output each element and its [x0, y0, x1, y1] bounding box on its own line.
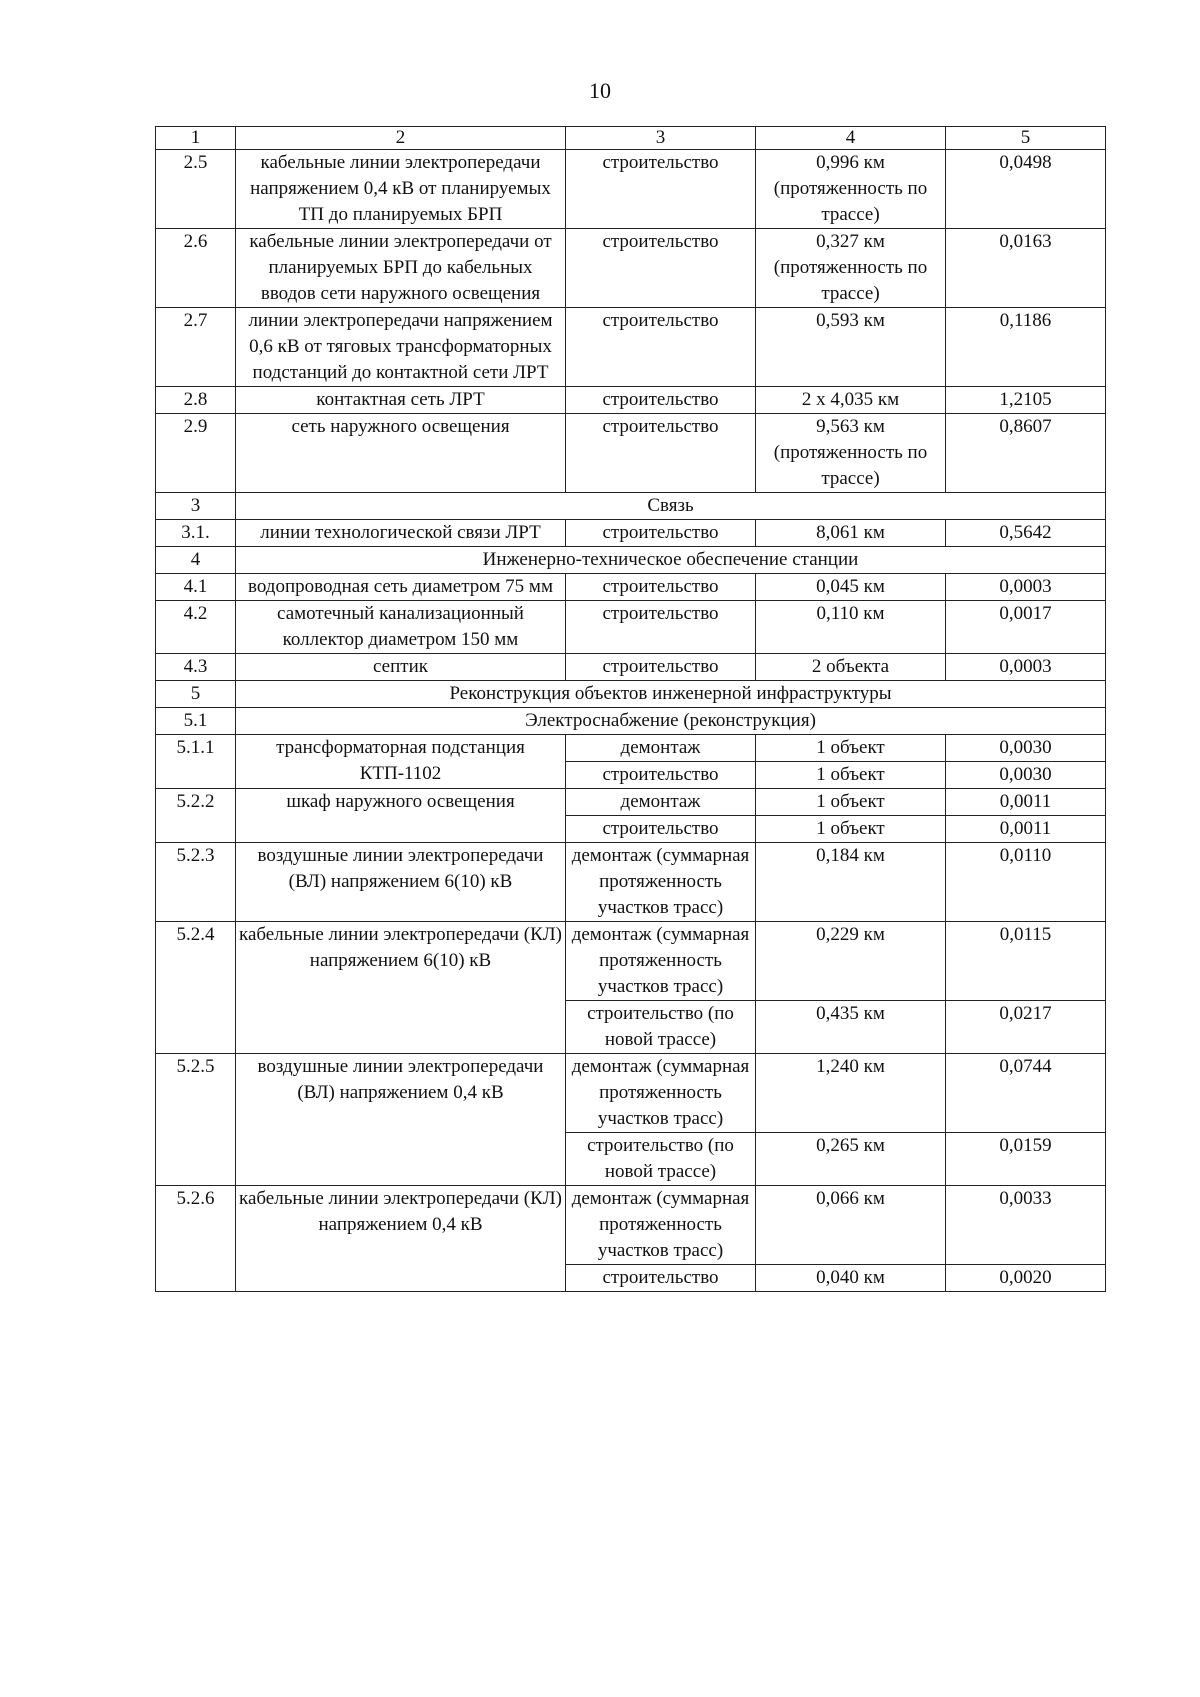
work-type: строительство — [566, 308, 756, 387]
quantity: 9,563 км (протяженность по трассе) — [756, 414, 946, 493]
quantity: 1,240 км — [756, 1054, 946, 1133]
object-name: кабельные линии электропередачи (КЛ) напряжением 6(10) кВ — [236, 922, 566, 1054]
value: 0,0020 — [946, 1265, 1106, 1292]
work-type: строительство — [566, 762, 756, 789]
table-row — [156, 574, 1106, 601]
row-number: 2.9 — [156, 414, 236, 493]
value: 0,0498 — [946, 150, 1106, 229]
object-name: контактная сеть ЛРТ — [236, 387, 566, 414]
row-number: 5.2.4 — [156, 922, 236, 1054]
work-type: демонтаж — [566, 789, 756, 816]
object-name: трансформаторная подстанция КТП-1102 — [236, 735, 566, 789]
quantity: 0,066 км — [756, 1186, 946, 1265]
work-type: демонтаж (суммарная протяженность участков трасс) — [566, 1186, 756, 1265]
table-row — [156, 308, 1106, 387]
header-cell: 1 — [156, 127, 236, 150]
value: 0,0011 — [946, 816, 1106, 843]
quantity: 0,184 км — [756, 843, 946, 922]
row-number: 2.5 — [156, 150, 236, 229]
table-row — [156, 520, 1106, 547]
section-row — [156, 493, 1106, 520]
work-type: строительство — [566, 229, 756, 308]
quantity: 1 объект — [756, 762, 946, 789]
row-number: 2.7 — [156, 308, 236, 387]
work-type: строительство (по новой трассе) — [566, 1001, 756, 1054]
table-row — [156, 654, 1106, 681]
work-type: демонтаж — [566, 735, 756, 762]
header-cell: 3 — [566, 127, 756, 150]
row-number: 5.1.1 — [156, 735, 236, 789]
work-type: демонтаж (суммарная протяженность участков трасс) — [566, 922, 756, 1001]
value: 0,5642 — [946, 520, 1106, 547]
section-row — [156, 547, 1106, 574]
object-name: кабельные линии электропередачи (КЛ) напряжением 0,4 кВ — [236, 1186, 566, 1292]
object-name: кабельные линии электропередачи от планируемых БРП до кабельных вводов сети наружного освещения — [236, 229, 566, 308]
table-row — [156, 601, 1106, 654]
value: 0,0110 — [946, 843, 1106, 922]
object-name: воздушные линии электропередачи (ВЛ) напряжением 6(10) кВ — [236, 843, 566, 922]
table-row — [156, 1054, 1106, 1133]
object-name: самотечный канализационный коллектор диаметром 150 мм — [236, 601, 566, 654]
value: 0,0163 — [946, 229, 1106, 308]
table-row — [156, 789, 1106, 816]
table-row — [156, 229, 1106, 308]
table-row — [156, 843, 1106, 922]
row-number: 2.8 — [156, 387, 236, 414]
section-row — [156, 681, 1106, 708]
object-name: линии электропередачи напряжением 0,6 кВ от тяговых трансформаторных подстанций до контактной сети ЛРТ — [236, 308, 566, 387]
quantity: 0,229 км — [756, 922, 946, 1001]
section-title: Инженерно-техническое обеспечение станции — [236, 547, 1106, 574]
page-number: 10 — [589, 78, 611, 103]
value: 0,0017 — [946, 601, 1106, 654]
header-cell: 5 — [946, 127, 1106, 150]
section-title: Реконструкция объектов инженерной инфраструктуры — [236, 681, 1106, 708]
work-type: строительство — [566, 414, 756, 493]
quantity: 0,593 км — [756, 308, 946, 387]
section-title: Электроснабжение (реконструкция) — [236, 708, 1106, 735]
section-number: 5 — [156, 681, 236, 708]
quantity: 1 объект — [756, 735, 946, 762]
work-type: демонтаж (суммарная протяженность участков трасс) — [566, 843, 756, 922]
value: 1,2105 — [946, 387, 1106, 414]
quantity: 2 объекта — [756, 654, 946, 681]
value: 0,8607 — [946, 414, 1106, 493]
value: 0,0030 — [946, 735, 1106, 762]
table-header-row — [156, 127, 1106, 150]
object-name: септик — [236, 654, 566, 681]
table-row — [156, 150, 1106, 229]
value: 0,1186 — [946, 308, 1106, 387]
row-number: 2.6 — [156, 229, 236, 308]
value: 0,0744 — [946, 1054, 1106, 1133]
work-type: строительство (по новой трассе) — [566, 1133, 756, 1186]
row-number: 5.2.2 — [156, 789, 236, 843]
object-name: водопроводная сеть диаметром 75 мм — [236, 574, 566, 601]
quantity: 1 объект — [756, 789, 946, 816]
row-number: 5.2.3 — [156, 843, 236, 922]
header-cell: 2 — [236, 127, 566, 150]
row-number: 4.1 — [156, 574, 236, 601]
section-title: Связь — [236, 493, 1106, 520]
table-row — [156, 735, 1106, 762]
document-table — [155, 126, 1106, 1292]
quantity: 2 х 4,035 км — [756, 387, 946, 414]
row-number: 5.2.6 — [156, 1186, 236, 1292]
row-number: 4.2 — [156, 601, 236, 654]
table-row — [156, 922, 1106, 1001]
quantity: 1 объект — [756, 816, 946, 843]
quantity: 0,045 км — [756, 574, 946, 601]
value: 0,0217 — [946, 1001, 1106, 1054]
object-name: линии технологической связи ЛРТ — [236, 520, 566, 547]
row-number: 3.1. — [156, 520, 236, 547]
table-row — [156, 1186, 1106, 1265]
value: 0,0159 — [946, 1133, 1106, 1186]
object-name: кабельные линии электропередачи напряжением 0,4 кВ от планируемых ТП до планируемых БРП — [236, 150, 566, 229]
value: 0,0003 — [946, 654, 1106, 681]
work-type: демонтаж (суммарная протяженность участков трасс) — [566, 1054, 756, 1133]
work-type: строительство — [566, 387, 756, 414]
table-row — [156, 414, 1106, 493]
object-name: воздушные линии электропередачи (ВЛ) напряжением 0,4 кВ — [236, 1054, 566, 1186]
work-type: строительство — [566, 654, 756, 681]
work-type: строительство — [566, 1265, 756, 1292]
row-number: 4.3 — [156, 654, 236, 681]
quantity: 0,265 км — [756, 1133, 946, 1186]
work-type: строительство — [566, 601, 756, 654]
section-number: 4 — [156, 547, 236, 574]
section-number: 5.1 — [156, 708, 236, 735]
value: 0,0115 — [946, 922, 1106, 1001]
work-type: строительство — [566, 520, 756, 547]
section-number: 3 — [156, 493, 236, 520]
header-cell: 4 — [756, 127, 946, 150]
quantity: 0,996 км (протяженность по трассе) — [756, 150, 946, 229]
section-row — [156, 708, 1106, 735]
value: 0,0003 — [946, 574, 1106, 601]
work-type: строительство — [566, 574, 756, 601]
quantity: 0,040 км — [756, 1265, 946, 1292]
work-type: строительство — [566, 150, 756, 229]
work-type: строительство — [566, 816, 756, 843]
object-name: шкаф наружного освещения — [236, 789, 566, 843]
object-name: сеть наружного освещения — [236, 414, 566, 493]
quantity: 0,327 км (протяженность по трассе) — [756, 229, 946, 308]
table-row — [156, 387, 1106, 414]
value: 0,0033 — [946, 1186, 1106, 1265]
quantity: 0,110 км — [756, 601, 946, 654]
value: 0,0011 — [946, 789, 1106, 816]
quantity: 0,435 км — [756, 1001, 946, 1054]
value: 0,0030 — [946, 762, 1106, 789]
quantity: 8,061 км — [756, 520, 946, 547]
row-number: 5.2.5 — [156, 1054, 236, 1186]
